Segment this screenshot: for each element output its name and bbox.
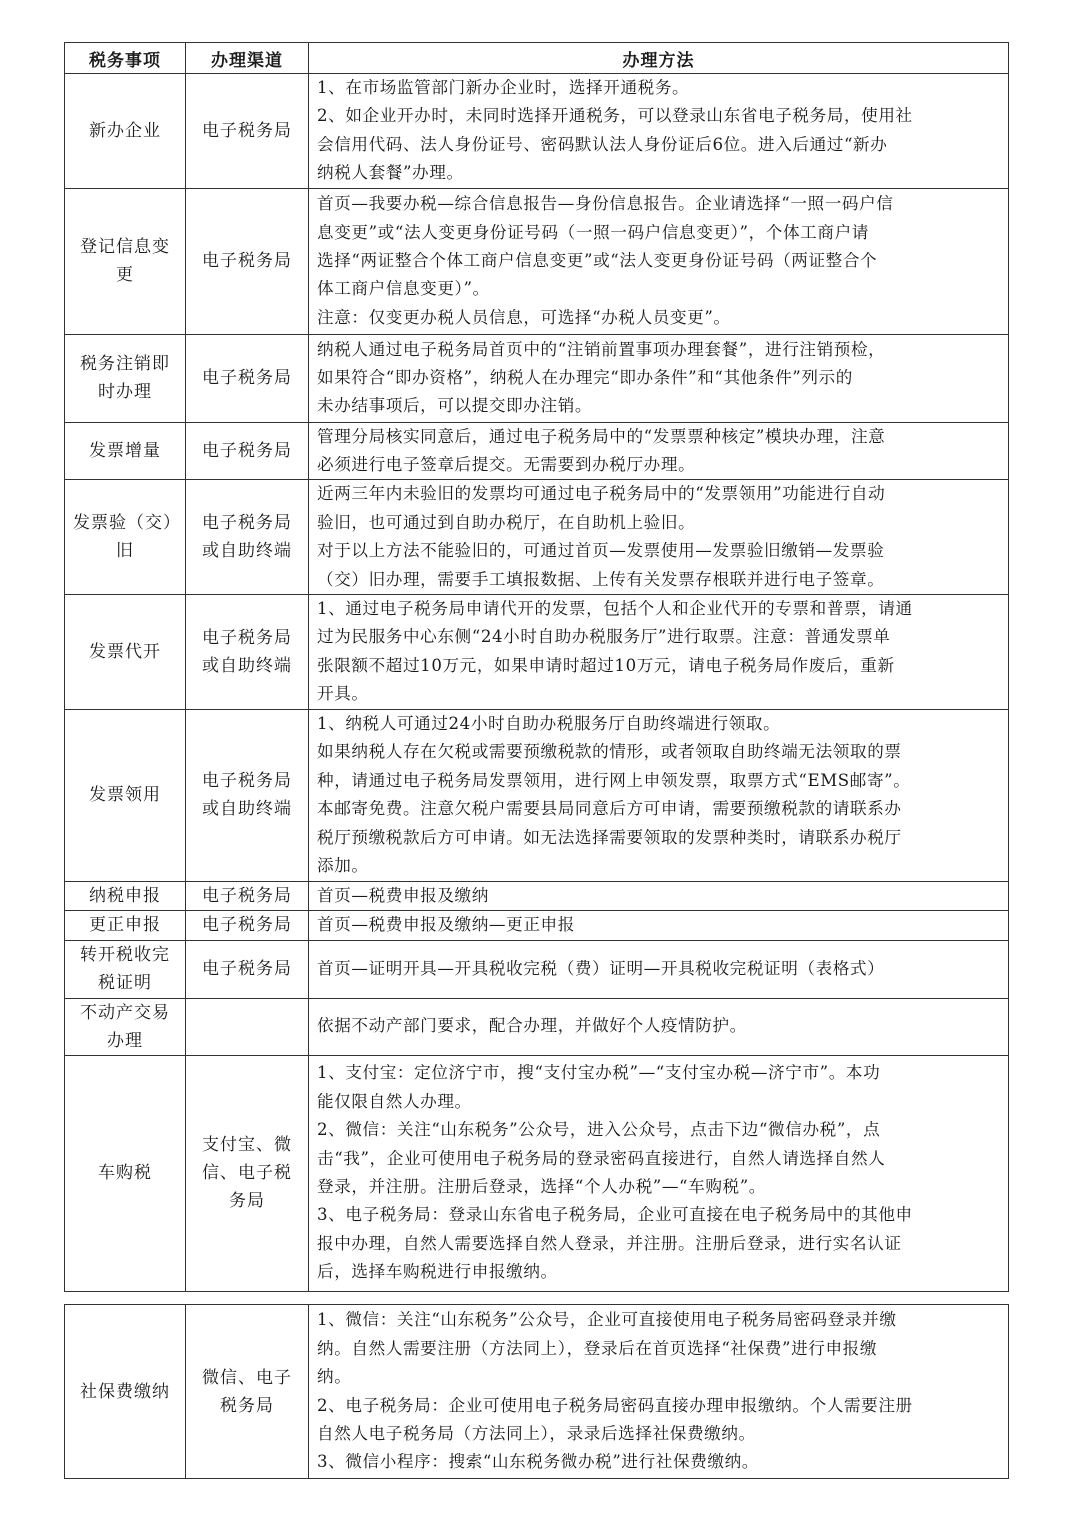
- tax-item-cell: [65, 334, 186, 422]
- social-insurance-table: [64, 1304, 1009, 1479]
- method-text-line: 张限额不超过10万元，如果申请时超过10万元，请电子税务局作废后，重新: [317, 655, 895, 675]
- table-row: [65, 74, 1009, 189]
- tax-item-cell: [65, 1305, 186, 1479]
- channel-cell: [186, 188, 309, 334]
- tax-item-cell: [65, 998, 186, 1055]
- method-cell: [309, 422, 1009, 480]
- channel-text-line: 电子税务局: [202, 915, 292, 936]
- channel-text-line: 电子税务局: [202, 441, 292, 462]
- method-text-line: 息变更”或“法人变更身份证号码（一照一码户信息变更）”，个体工商户请: [317, 222, 869, 242]
- header-tax-item: 税务事项: [65, 43, 186, 74]
- table-row: [65, 881, 1009, 910]
- tax-item-cell: [65, 911, 186, 940]
- channel-cell: [186, 1305, 309, 1479]
- tax-item-text-line: 更正申报: [89, 915, 161, 936]
- channel-text-line: 电子税务局: [202, 771, 292, 792]
- table-row: [65, 188, 1009, 334]
- channel-cell: [186, 422, 309, 480]
- channel-text-line: 电子税务局: [202, 959, 292, 979]
- method-cell: [309, 911, 1009, 940]
- tax-item-text-line: 发票验（交）: [73, 513, 181, 534]
- tax-item-text-line: 转开税收完: [80, 945, 170, 965]
- method-text-line: 会信用代码、法人身份证号、密码默认法人身份证后6位。进入后通过“新办: [317, 134, 888, 154]
- channel-text-line: 支付宝、微: [202, 1135, 292, 1155]
- channel-text-line: 税务局: [220, 1395, 274, 1416]
- tax-item-cell: [65, 1055, 186, 1291]
- tax-item-text-line: 社保费缴纳: [80, 1381, 170, 1402]
- method-text-line: 依据不动产部门要求，配合办理，并做好个人疫情防护。: [317, 1016, 747, 1036]
- method-cell: [309, 1305, 1009, 1479]
- tax-item-cell: [65, 940, 186, 998]
- tax-item-cell: [65, 422, 186, 480]
- method-text-line: 首页—税费申报及缴纳—更正申报: [317, 915, 575, 935]
- channel-cell: [186, 998, 309, 1055]
- method-cell: [309, 595, 1009, 710]
- tax-services-table: [64, 42, 1009, 1292]
- table-row: [65, 595, 1009, 710]
- method-text-line: 自然人电子税务局（方法同上），录录后选择社保费缴纳。: [317, 1423, 756, 1443]
- method-text-line: 2、电子税务局：企业可使用电子税务局密码直接办理申报缴纳。个人需要注册: [317, 1395, 913, 1415]
- tax-item-text-line: 不动产交易: [80, 1002, 170, 1023]
- channel-cell: [186, 595, 309, 710]
- channel-text-line: 信、电子税: [202, 1163, 292, 1183]
- channel-text-line: 电子税务局: [202, 885, 292, 906]
- method-text-line: 登录，并注册。注册后登录，选择“个人办税”—“车购税”。: [317, 1177, 766, 1196]
- method-text-line: 税厅预缴税款后方可申请。如无法选择需要领取的发票种类时，请联系办税厅: [317, 827, 902, 847]
- method-text-line: 开具。: [317, 684, 369, 704]
- table-row: [65, 1305, 1009, 1479]
- method-text-line: 纳。: [317, 1367, 352, 1387]
- channel-text-line: 或自助终端: [202, 799, 292, 820]
- channel-cell: [186, 881, 309, 910]
- method-text-line: 1、微信：关注“山东税务”公众号，企业可直接使用电子税务局密码登录并缴: [317, 1310, 897, 1330]
- method-cell: [309, 480, 1009, 595]
- method-text-line: 能仅限自然人办理。: [317, 1091, 472, 1111]
- method-cell: [309, 334, 1009, 422]
- method-text-line: 如果纳税人存在欠税或需要预缴税款的情形，或者领取自助终端无法领取的票: [317, 742, 902, 762]
- method-text-line: 近两三年内未验旧的发票均可通过电子税务局中的“发票领用”功能进行自动: [317, 484, 886, 504]
- table-row: [65, 334, 1009, 422]
- tax-item-cell: [65, 709, 186, 881]
- channel-text-line: 或自助终端: [202, 541, 292, 562]
- tax-item-text-line: 发票领用: [89, 785, 161, 806]
- method-text-line: 后，选择车购税进行申报缴纳。: [317, 1262, 558, 1282]
- channel-cell: [186, 709, 309, 881]
- method-text-line: 纳税人通过电子税务局首页中的“注销前置事项办理套餐”，进行注销预检，: [317, 339, 886, 359]
- channel-cell: [186, 480, 309, 595]
- method-text-line: 3、微信小程序：搜索“山东税务微办税”进行社保费缴纳。: [317, 1452, 759, 1472]
- tax-item-text-line: 车购税: [98, 1163, 152, 1183]
- method-text-line: 如果符合“即办资格”，纳税人在办理完“即办条件”和“其他条件”列示的: [317, 367, 853, 387]
- channel-text-line: 务局: [229, 1191, 265, 1211]
- method-text-line: 首页—税费申报及缴纳: [317, 885, 489, 905]
- table-row: [65, 911, 1009, 940]
- tax-item-text-line: 办理: [107, 1030, 143, 1051]
- method-cell: [309, 998, 1009, 1055]
- table-row: [65, 709, 1009, 881]
- tax-item-cell: [65, 881, 186, 910]
- channel-text-line: 电子税务局: [202, 627, 292, 648]
- method-text-line: 纳税人套餐”办理。: [317, 163, 464, 183]
- method-text-line: 体工商户信息变更）”。: [317, 279, 490, 299]
- method-cell: [309, 1055, 1009, 1291]
- method-text-line: 首页—证明开具—开具税收完税（费）证明—开具税收完税证明（表格式）: [317, 958, 885, 978]
- tax-item-cell: [65, 188, 186, 334]
- method-text-line: 必须进行电子签章后提交。无需要到办税厅办理。: [317, 455, 696, 475]
- method-text-line: 2、如企业开办时，未同时选择开通税务，可以登录山东省电子税务局，使用社: [317, 106, 913, 126]
- channel-text-line: 电子税务局: [202, 251, 292, 272]
- method-text-line: 纳。自然人需要注册（方法同上），登录后在首页选择“社保费”进行申报缴: [317, 1338, 878, 1358]
- tax-item-text-line: 更: [116, 265, 134, 286]
- method-text-line: 选择“两证整合个体工商户信息变更”或“法人变更身份证号码（两证整合个: [317, 250, 878, 270]
- tax-item-cell: [65, 480, 186, 595]
- channel-cell: [186, 1055, 309, 1291]
- channel-text-line: 电子税务局: [202, 513, 292, 534]
- header-method: 办理方法: [309, 43, 1009, 74]
- method-text-line: 本邮寄免费。注意欠税户需要县局同意后方可申请，需要预缴税款的请联系办: [317, 799, 902, 819]
- table-row: [65, 422, 1009, 480]
- table-header-row: [65, 43, 1009, 74]
- tax-item-text-line: 税证明: [98, 973, 152, 993]
- method-text-line: 注意：仅变更办税人员信息，可选择“办税人员变更”。: [317, 307, 731, 327]
- tax-item-text-line: 新办企业: [89, 120, 161, 141]
- channel-cell: [186, 911, 309, 940]
- method-text-line: 首页—我要办税—综合信息报告—身份信息报告。企业请选择“一照一码户信: [317, 194, 894, 214]
- channel-cell: [186, 334, 309, 422]
- method-text-line: 管理分局核实同意后，通过电子税务局中的“发票票种核定”模块办理，注意: [317, 426, 886, 446]
- method-text-line: 1、通过电子税务局申请代开的发票，包括个人和企业代开的专票和普票，请通: [317, 599, 913, 619]
- method-text-line: 未办结事项后，可以提交即办注销。: [317, 396, 593, 416]
- channel-text-line: 电子税务局: [202, 120, 292, 141]
- tax-item-text-line: 发票代开: [89, 641, 161, 662]
- tax-item-text-line: 登记信息变: [80, 237, 170, 258]
- channel-cell: [186, 940, 309, 998]
- method-text-line: 对于以上方法不能验旧的，可通过首页—发票使用—发票验旧缴销—发票验: [317, 541, 885, 561]
- method-text-line: 验旧，也可通过到自助办税厅，在自助机上验旧。: [317, 512, 696, 532]
- table-row: [65, 998, 1009, 1055]
- method-cell: [309, 74, 1009, 189]
- tax-item-text-line: 纳税申报: [89, 885, 161, 906]
- method-text-line: 种，请通过电子税务局发票领用，进行网上申领发票，取票方式“EMS邮寄”。: [317, 770, 911, 790]
- method-cell: [309, 709, 1009, 881]
- tax-item-cell: [65, 74, 186, 189]
- header-channel: 办理渠道: [186, 43, 309, 74]
- method-text-line: 3、电子税务局：登录山东省电子税务局，企业可直接在电子税务局中的其他申: [317, 1205, 913, 1225]
- table-row: [65, 940, 1009, 998]
- tax-item-text-line: 时办理: [98, 382, 152, 403]
- method-cell: [309, 881, 1009, 910]
- table-row: [65, 1055, 1009, 1291]
- channel-text-line: 微信、电子: [202, 1367, 292, 1388]
- tax-item-text-line: 发票增量: [89, 441, 161, 462]
- channel-text-line: 或自助终端: [202, 655, 292, 676]
- method-text-line: 击“我”，企业可使用电子税务局的登录密码直接进行，自然人请选择自然人: [317, 1148, 886, 1168]
- method-text-line: 2、微信：关注“山东税务”公众号，进入公众号，点击下边“微信办税”，点: [317, 1120, 881, 1140]
- method-text-line: 报中办理，自然人需要选择自然人登录，并注册。注册后登录，进行实名认证: [317, 1233, 902, 1253]
- method-cell: [309, 188, 1009, 334]
- method-text-line: 过为民服务中心东侧“24小时自助办税服务厅”进行取票。注意：普通发票单: [317, 627, 891, 647]
- tax-item-cell: [65, 595, 186, 710]
- channel-text-line: 电子税务局: [202, 368, 292, 389]
- method-text-line: 1、支付宝：定位济宁市，搜“支付宝办税”—“支付宝办税—济宁市”。本功: [317, 1063, 881, 1083]
- channel-cell: [186, 74, 309, 189]
- method-cell: [309, 940, 1009, 998]
- tax-item-text-line: 税务注销即: [80, 354, 170, 375]
- method-text-line: （交）旧办理，需要手工填报数据、上传有关发票存根联并进行电子签章。: [317, 569, 885, 589]
- method-text-line: 1、纳税人可通过24小时自助办税服务厅自助终端进行领取。: [317, 713, 781, 733]
- table-row: [65, 480, 1009, 595]
- method-text-line: 添加。: [317, 856, 369, 875]
- method-text-line: 1、在市场监管部门新办企业时，选择开通税务。: [317, 78, 690, 97]
- tax-item-text-line: 旧: [116, 541, 134, 562]
